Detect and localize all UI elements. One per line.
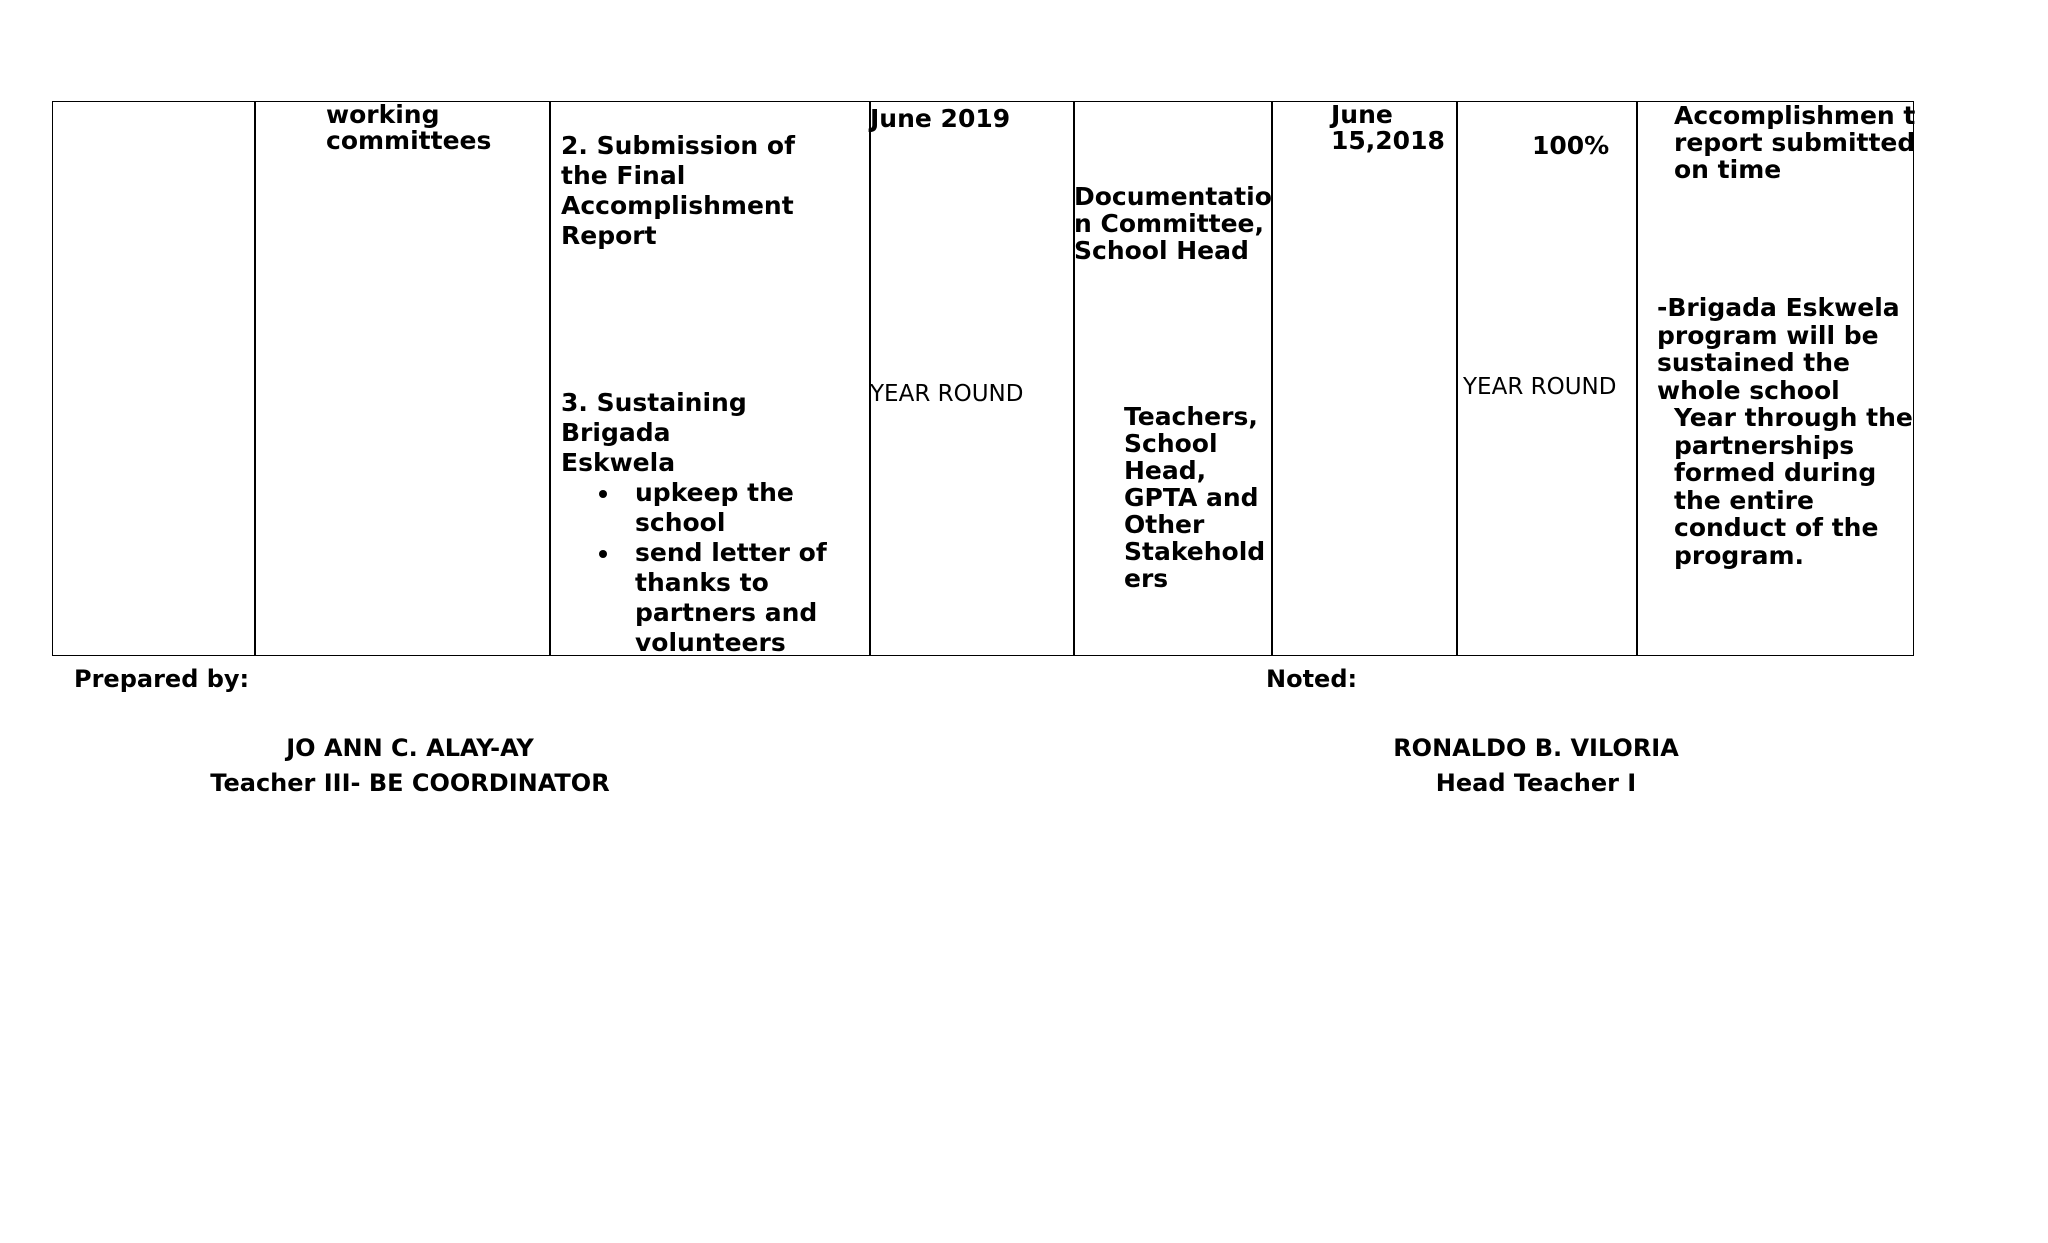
column-divider xyxy=(1636,101,1638,656)
column-divider xyxy=(1456,101,1458,656)
percent-year-round: YEAR ROUND xyxy=(1463,374,1617,400)
committee-text: working committees xyxy=(326,100,492,155)
prepared-by-label: Prepared by: xyxy=(74,665,250,693)
activity-table xyxy=(52,101,1914,656)
list-item: send letter of thanks to partners and volunteers xyxy=(635,538,827,658)
remark-sustain: -Brigada Eskwela program will be sustained the whole school xyxy=(1657,293,1900,405)
activity-item-3: 3. Sustaining Brigada Eskwela xyxy=(561,388,747,477)
remark-accomplishment: Accomplishmen t report submitted on time xyxy=(1674,101,1916,184)
time-frame-date: June 2019 xyxy=(870,104,1011,133)
remark-sustain-continued: Year through the partnerships formed during the entire conduct of the program. xyxy=(1674,403,1913,570)
list-item: upkeep the school xyxy=(635,478,827,538)
noted-label: Noted: xyxy=(1266,665,1358,693)
preparer-name: JO ANN C. ALAY-AY xyxy=(286,734,534,762)
activity-item-2: 2. Submission of the Final Accomplishment Report xyxy=(561,131,795,250)
preparer-title: Teacher III- BE COORDINATOR xyxy=(210,769,610,797)
noter-name: RONALDO B. VILORIA xyxy=(1393,734,1679,762)
noter-title: Head Teacher I xyxy=(1435,769,1637,797)
activity-bullet-list xyxy=(635,478,827,658)
column-divider xyxy=(254,101,256,656)
time-frame-year-round: YEAR ROUND xyxy=(870,381,1024,407)
column-divider xyxy=(549,101,551,656)
column-divider xyxy=(869,101,871,656)
accomplished-date: June 15,2018 xyxy=(1331,100,1445,155)
persons-involved-1: Documentatio n Committee, School Head xyxy=(1074,182,1272,265)
persons-involved-2: Teachers, School Head, GPTA and Other Stakehold ers xyxy=(1124,402,1266,593)
percent-accomplished: 100% xyxy=(1532,131,1610,160)
